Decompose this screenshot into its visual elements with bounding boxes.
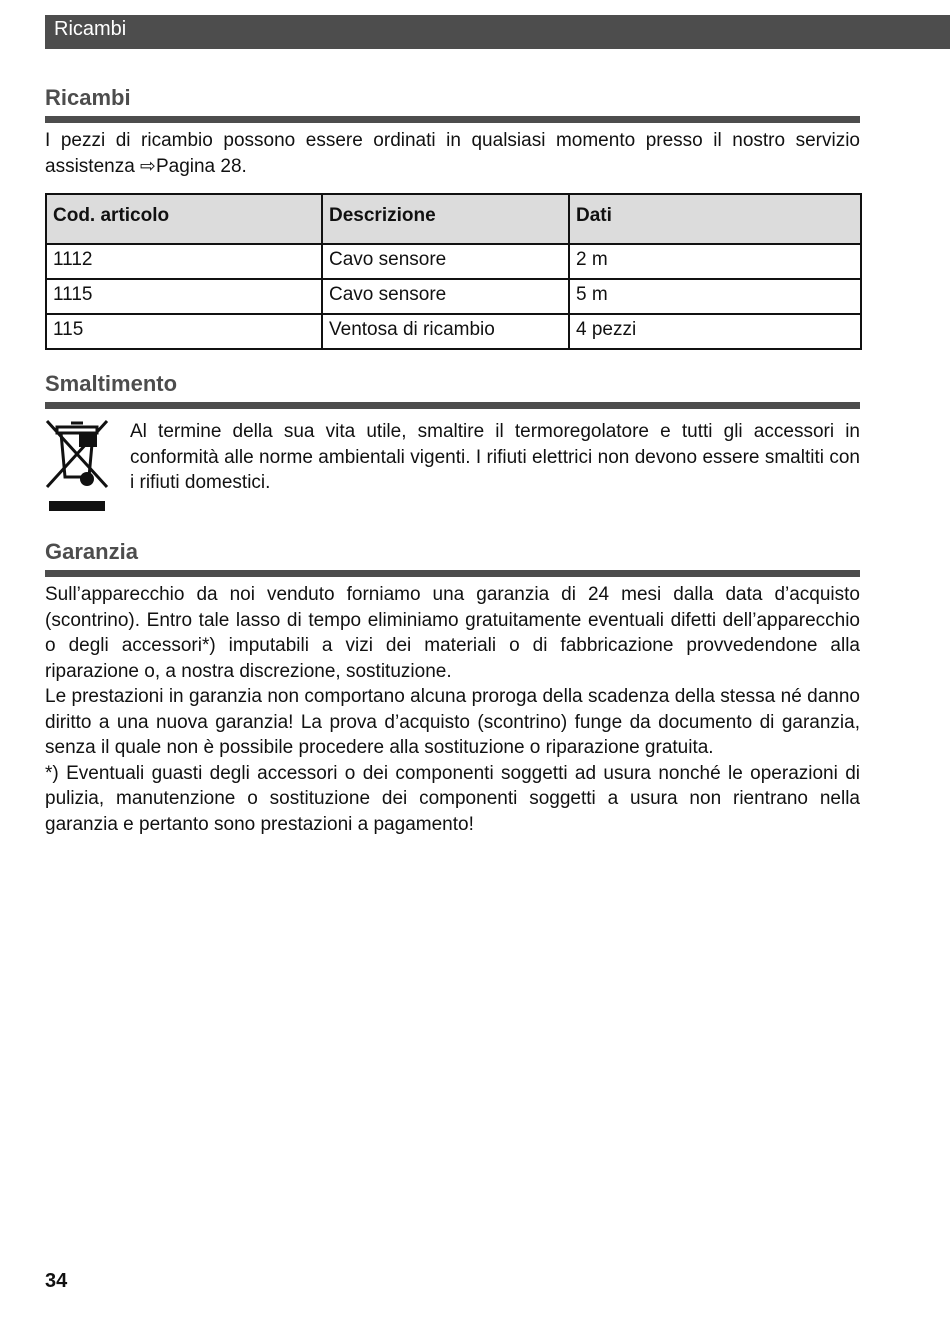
ricambi-intro: I pezzi di ricambio possono essere ordinati in qualsiasi momento presso il nostro servizio assistenza ⇨Pagina 28. <box>45 130 860 177</box>
cell-desc: Cavo sensore <box>322 279 569 314</box>
cell-cod: 1115 <box>46 279 322 314</box>
cell-cod: 115 <box>46 314 322 349</box>
smaltimento-text: Al termine della sua vita utile, smaltire il termoregolatore e tutti gli accessori in conformità alle norme ambientali vigenti. I rifiuti elettrici non devono essere smaltiti con i rifiuti domestici. <box>130 421 860 493</box>
parts-table <box>45 193 862 350</box>
cell-dati: 2 m <box>569 244 861 279</box>
section-title-ricambi: Ricambi <box>45 84 860 123</box>
section-garanzia <box>45 538 860 837</box>
garanzia-paragraph-3: *) Eventuali guasti degli accessori o dei componenti soggetti ad usura nonché le operazioni di pulizia, manutenzione o sostituzione dei componenti soggetti a usura non rientrano nella garanzia e pertanto sono prestazioni a pagamento! <box>45 762 860 835</box>
garanzia-paragraph-2: Le prestazioni in garanzia non comportano alcuna proroga della scadenza della stessa né danno diritto a una nuova garanzia! La prova d’acquisto (scontrino) funge da documento di garanzia, senza il quale non è possibile procedere alla sostituzione o riparazione gratuita. <box>45 686 860 758</box>
header-descrizione: Descrizione <box>322 194 569 244</box>
header-dati: Dati <box>569 194 861 244</box>
table-row <box>46 279 861 314</box>
table-header-row <box>46 194 861 244</box>
header-cod-articolo: Cod. articolo <box>46 194 322 244</box>
cell-cod: 1112 <box>46 244 322 279</box>
section-title-smaltimento: Smaltimento <box>45 370 860 409</box>
section-ricambi <box>45 84 860 350</box>
weee-crossed-bin-icon <box>45 419 111 515</box>
cell-dati: 4 pezzi <box>569 314 861 349</box>
table-row <box>46 244 861 279</box>
cell-desc: Cavo sensore <box>322 244 569 279</box>
section-smaltimento <box>45 370 860 519</box>
header-title: Ricambi <box>54 18 127 40</box>
section-title-garanzia: Garanzia <box>45 538 860 577</box>
cell-desc: Ventosa di ricambio <box>322 314 569 349</box>
disposal-row <box>45 419 860 519</box>
page-number: 34 <box>45 1270 68 1292</box>
table-row <box>46 314 861 349</box>
header-bar <box>45 15 950 49</box>
garanzia-paragraph-1: Sull’apparecchio da noi venduto forniamo una garanzia di 24 mesi dalla data d’acquisto (scontrino). Entro tale lasso di tempo eliminiamo gratuitamente eventuali difetti dell’apparecchio o degli accessori*) imputabili a vizi dei materiali o di fabbricazione provvedendone alla riparazione o, a nostra discrezione, sostituzione. <box>45 584 860 682</box>
cell-dati: 5 m <box>569 279 861 314</box>
